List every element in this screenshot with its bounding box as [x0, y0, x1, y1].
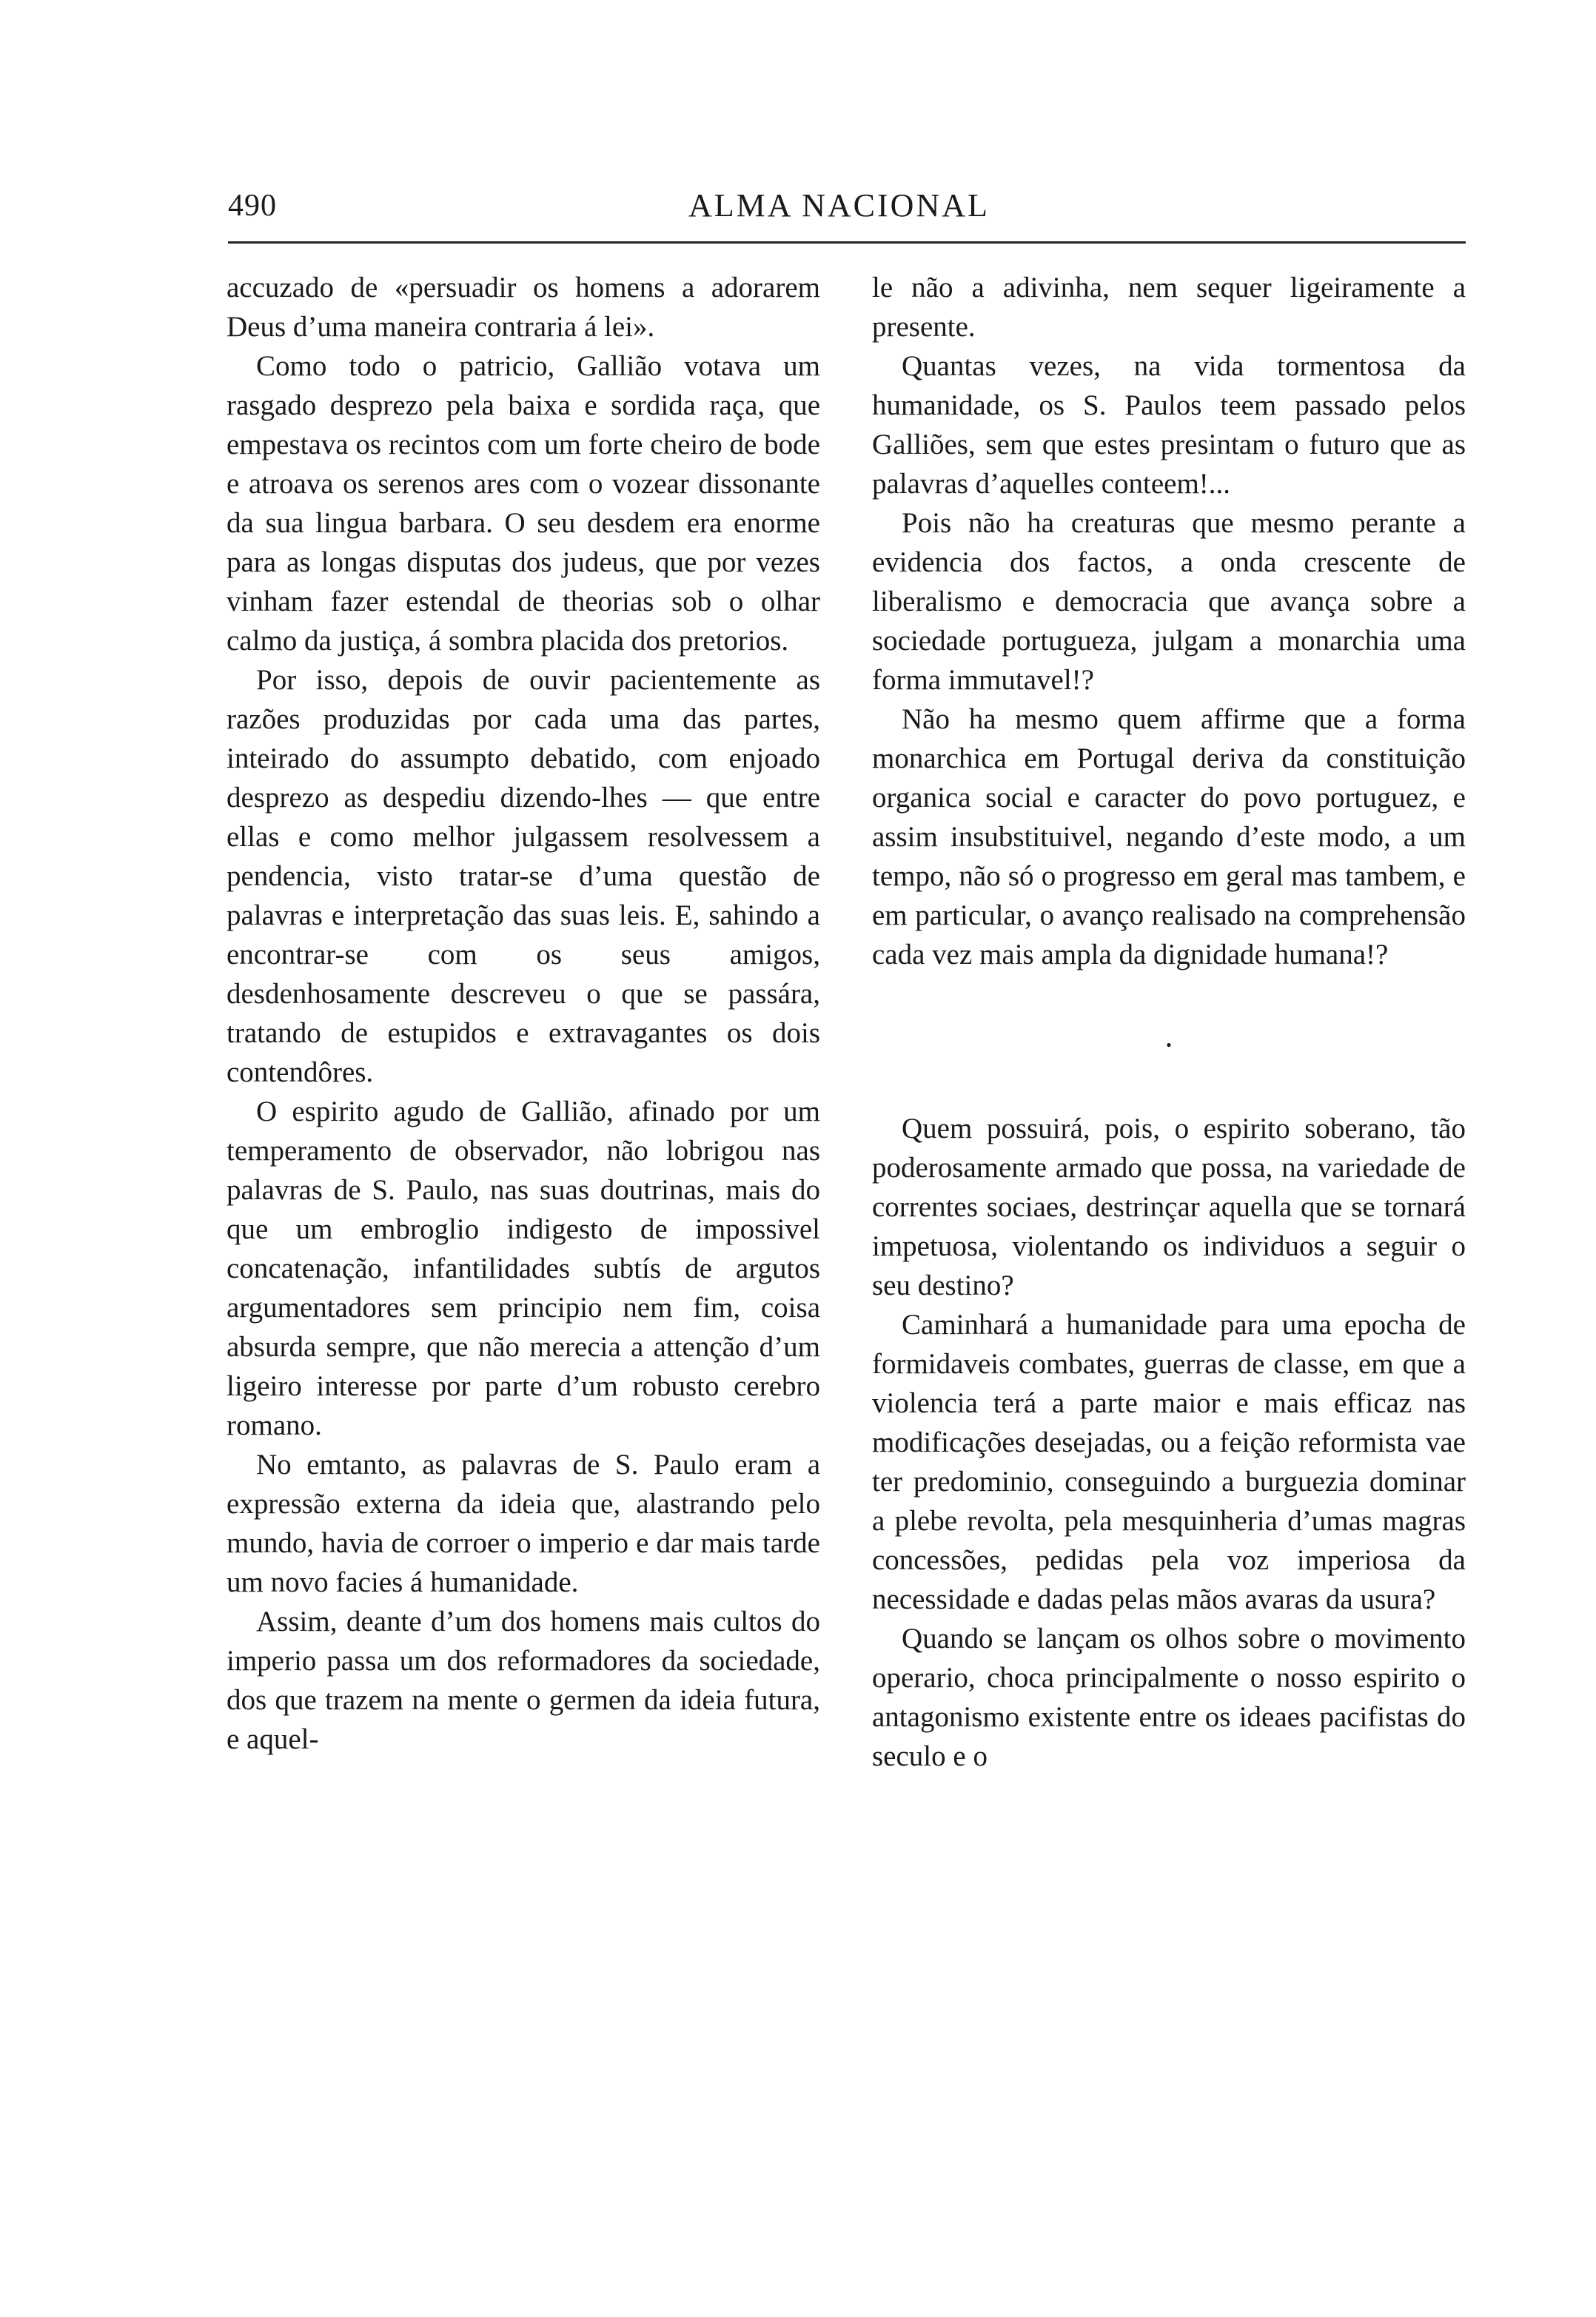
- right-column: [872, 268, 1466, 1776]
- page-number: 490: [228, 189, 277, 223]
- paragraph: Pois não ha creaturas que mesmo perante a evidencia dos factos, a onda crescente de liberalismo e democracia que avança sobre a sociedade portugueza, julgam a monarchia uma forma immutavel!?: [872, 507, 1466, 696]
- paragraph: Como todo o patricio, Gallião votava um rasgado desprezo pela baixa e sordida raça, que empestava os recintos com um forte cheiro de bode e atroava os serenos ares com o vozear dissonante da sua lingua barbara. O seu desdem era enorme para as longas disputas dos judeus, que por vezes vinham fazer estendal de theorias sob o olhar calmo da justiça, á sombra placida dos pretorios.: [227, 350, 820, 657]
- section-separator: •: [1166, 1036, 1172, 1054]
- paragraph: O espirito agudo de Gallião, afinado por um temperamento de observador, não lobrigou nas palavras de S. Paulo, nas suas doutrinas, mais do que um embroglio indigesto de impossivel concatenação, infantilidades subtís de argutos argumentadores sem principio nem fim, coisa absurda sempre, que não merecia a attenção d’um ligeiro interesse por parte d’um robusto cerebro romano.: [227, 1096, 820, 1441]
- paragraph: No emtanto, as palavras de S. Paulo eram a expressão externa da ideia que, alastrando pelo mundo, havia de corroer o imperio e dar mais tarde um novo facies á humanidade.: [227, 1449, 820, 1598]
- running-title: ALMA NACIONAL: [688, 187, 990, 224]
- paragraph: le não a adivinha, nem sequer ligeiramente a presente.: [872, 272, 1466, 343]
- left-column: [227, 268, 820, 1759]
- paragraph: Não ha mesmo quem affirme que a forma monarchica em Portugal deriva da constituição organica social e caracter do povo portuguez, e assim insubstituivel, negando d’este modo, a um tempo, não só o progresso em geral mas tambem, e em particular, o avanço realisado na comprehensão cada vez mais ampla da dignidade humana!?: [872, 703, 1466, 970]
- paragraph: Quem possuirá, pois, o espirito soberano, tão poderosamente armado que possa, na variedade de correntes sociaes, destrinçar aquella que se tornará impetuosa, violentando os individuos a seguir o seu destino?: [872, 1113, 1466, 1301]
- paragraph: Por isso, depois de ouvir pacientemente as razões produzidas por cada uma das partes, inteirado do assumpto debatido, com enjoado desprezo as despediu dizendo-lhes — que entre ellas e como melhor julgassem resolvessem a pendencia, visto tratar-se d’uma questão de palavras e interpretação das suas leis. E, sahindo a encontrar-se com os seus amigos, desdenhosamente descreveu o que se passára, tratando de estupidos e extravagantes os dois contendôres.: [227, 664, 820, 1088]
- paragraph: Quando se lançam os olhos sobre o movimento operario, choca principalmente o nosso espirito o antagonismo existente entre os ideaes pacifistas do seculo e o: [872, 1623, 1466, 1772]
- paragraph: Caminhará a humanidade para uma epocha de formidaveis combates, guerras de classe, em que a violencia terá a parte maior e mais efficaz nas modificações desejadas, ou a feição reformista vae ter predominio, conseguindo a burguezia dominar a plebe revolta, pela mesquinheria d’umas magras concessões, pedidas pela voz imperiosa da necessidade e dadas pelas mãos avaras da usura?: [872, 1309, 1466, 1615]
- paragraph: Quantas vezes, na vida tormentosa da humanidade, os S. Paulos teem passado pelos Galliões, sem que estes presintam o futuro que as palavras d’aquelles conteem!...: [872, 350, 1466, 500]
- header-rule: [228, 241, 1466, 244]
- paragraph: accuzado de «persuadir os homens a adorarem Deus d’uma maneira contraria á lei».: [227, 272, 820, 343]
- paragraph: Assim, deante d’um dos homens mais cultos do imperio passa um dos reformadores da sociedade, dos que trazem na mente o germen da ideia futura, e aquel-: [227, 1606, 820, 1755]
